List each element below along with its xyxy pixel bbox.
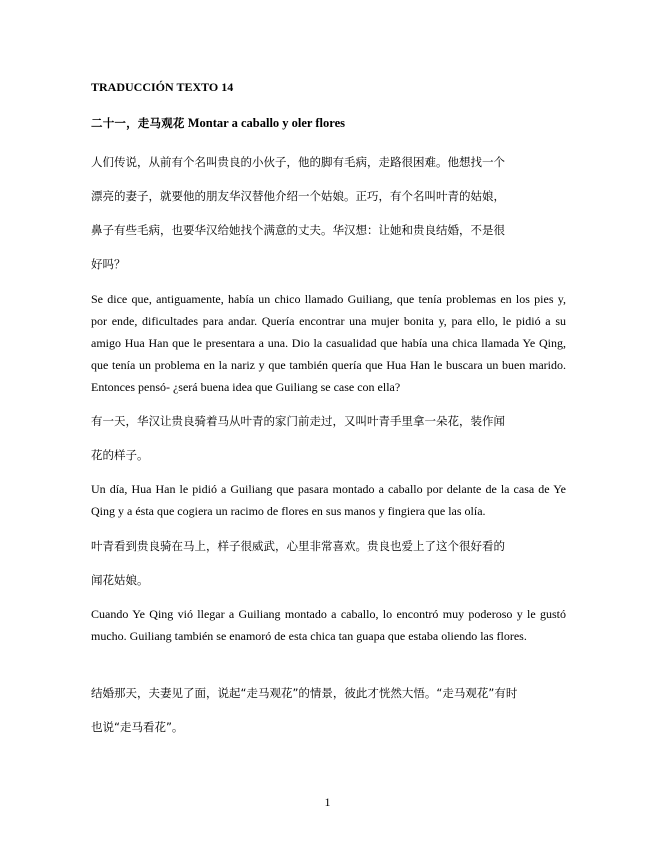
chinese-line: 漂亮的妻子，就要他的朋友华汉替他介绍一个姑娘。正巧，有个名叫叶青的姑娘，	[91, 189, 505, 203]
section-heading-spanish: Montar a caballo y oler flores	[187, 116, 346, 130]
section-heading	[91, 115, 345, 131]
chinese-line: 好吗？	[91, 257, 126, 271]
spanish-paragraph: Se dice que, antiguamente, había un chico llamado Guiliang, que tenía problemas en los pies y, por ende, dificultades para andar. Quería encontrar una mujer bonita y, para ello, le pidió a su amigo Hua Han que le presentara a una. Dio la casualidad que había una chica llamada Ye Qing, que tenía un problema en la nariz y que también quería que Hua Han le buscara un buen marido. Entonces pensó- ¿será buena idea que Guiliang se case con ella?	[91, 292, 566, 394]
chinese-line: 闻花姑娘。	[91, 573, 149, 587]
chinese-line: 叶青看到贵良骑在马上，样子很威武，心里非常喜欢。贵良也爱上了这个很好看的	[91, 539, 505, 553]
chinese-line: 结婚那天，夫妻见了面，说起“走马观花”的情景，彼此才恍然大悟。“走马观花”有时	[91, 686, 518, 700]
spanish-paragraph: Cuando Ye Qing vió llegar a Guiliang montado a caballo, lo encontró muy poderoso y le gustó mucho. Guiliang también se enamoró de esta chica tan guapa que estaba oliendo las flores.	[91, 607, 566, 643]
chinese-line: 也说“走马看花”。	[91, 720, 184, 734]
section-heading-chinese: 二十一，走马观花	[91, 116, 185, 130]
chinese-line: 人们传说，从前有个名叫贵良的小伙子，他的脚有毛病，走路很困难。他想找一个	[91, 155, 505, 169]
chinese-line: 鼻子有些毛病，也要华汉给她找个满意的丈夫。华汉想：让她和贵良结婚，不是很	[91, 223, 505, 237]
chinese-line: 有一天，华汉让贵良骑着马从叶青的家门前走过，又叫叶青手里拿一朵花，装作闻	[91, 414, 505, 428]
page-number: 1	[324, 795, 331, 809]
chinese-line: 花的样子。	[91, 448, 149, 462]
spanish-paragraph: Un día, Hua Han le pidió a Guiliang que pasara montado a caballo por delante de la casa de Ye Qing y a ésta que cogiera un racimo de flores en sus manos y fingiera que las olía.	[91, 482, 566, 518]
document-title: TRADUCCIÓN TEXTO 14	[91, 80, 234, 94]
